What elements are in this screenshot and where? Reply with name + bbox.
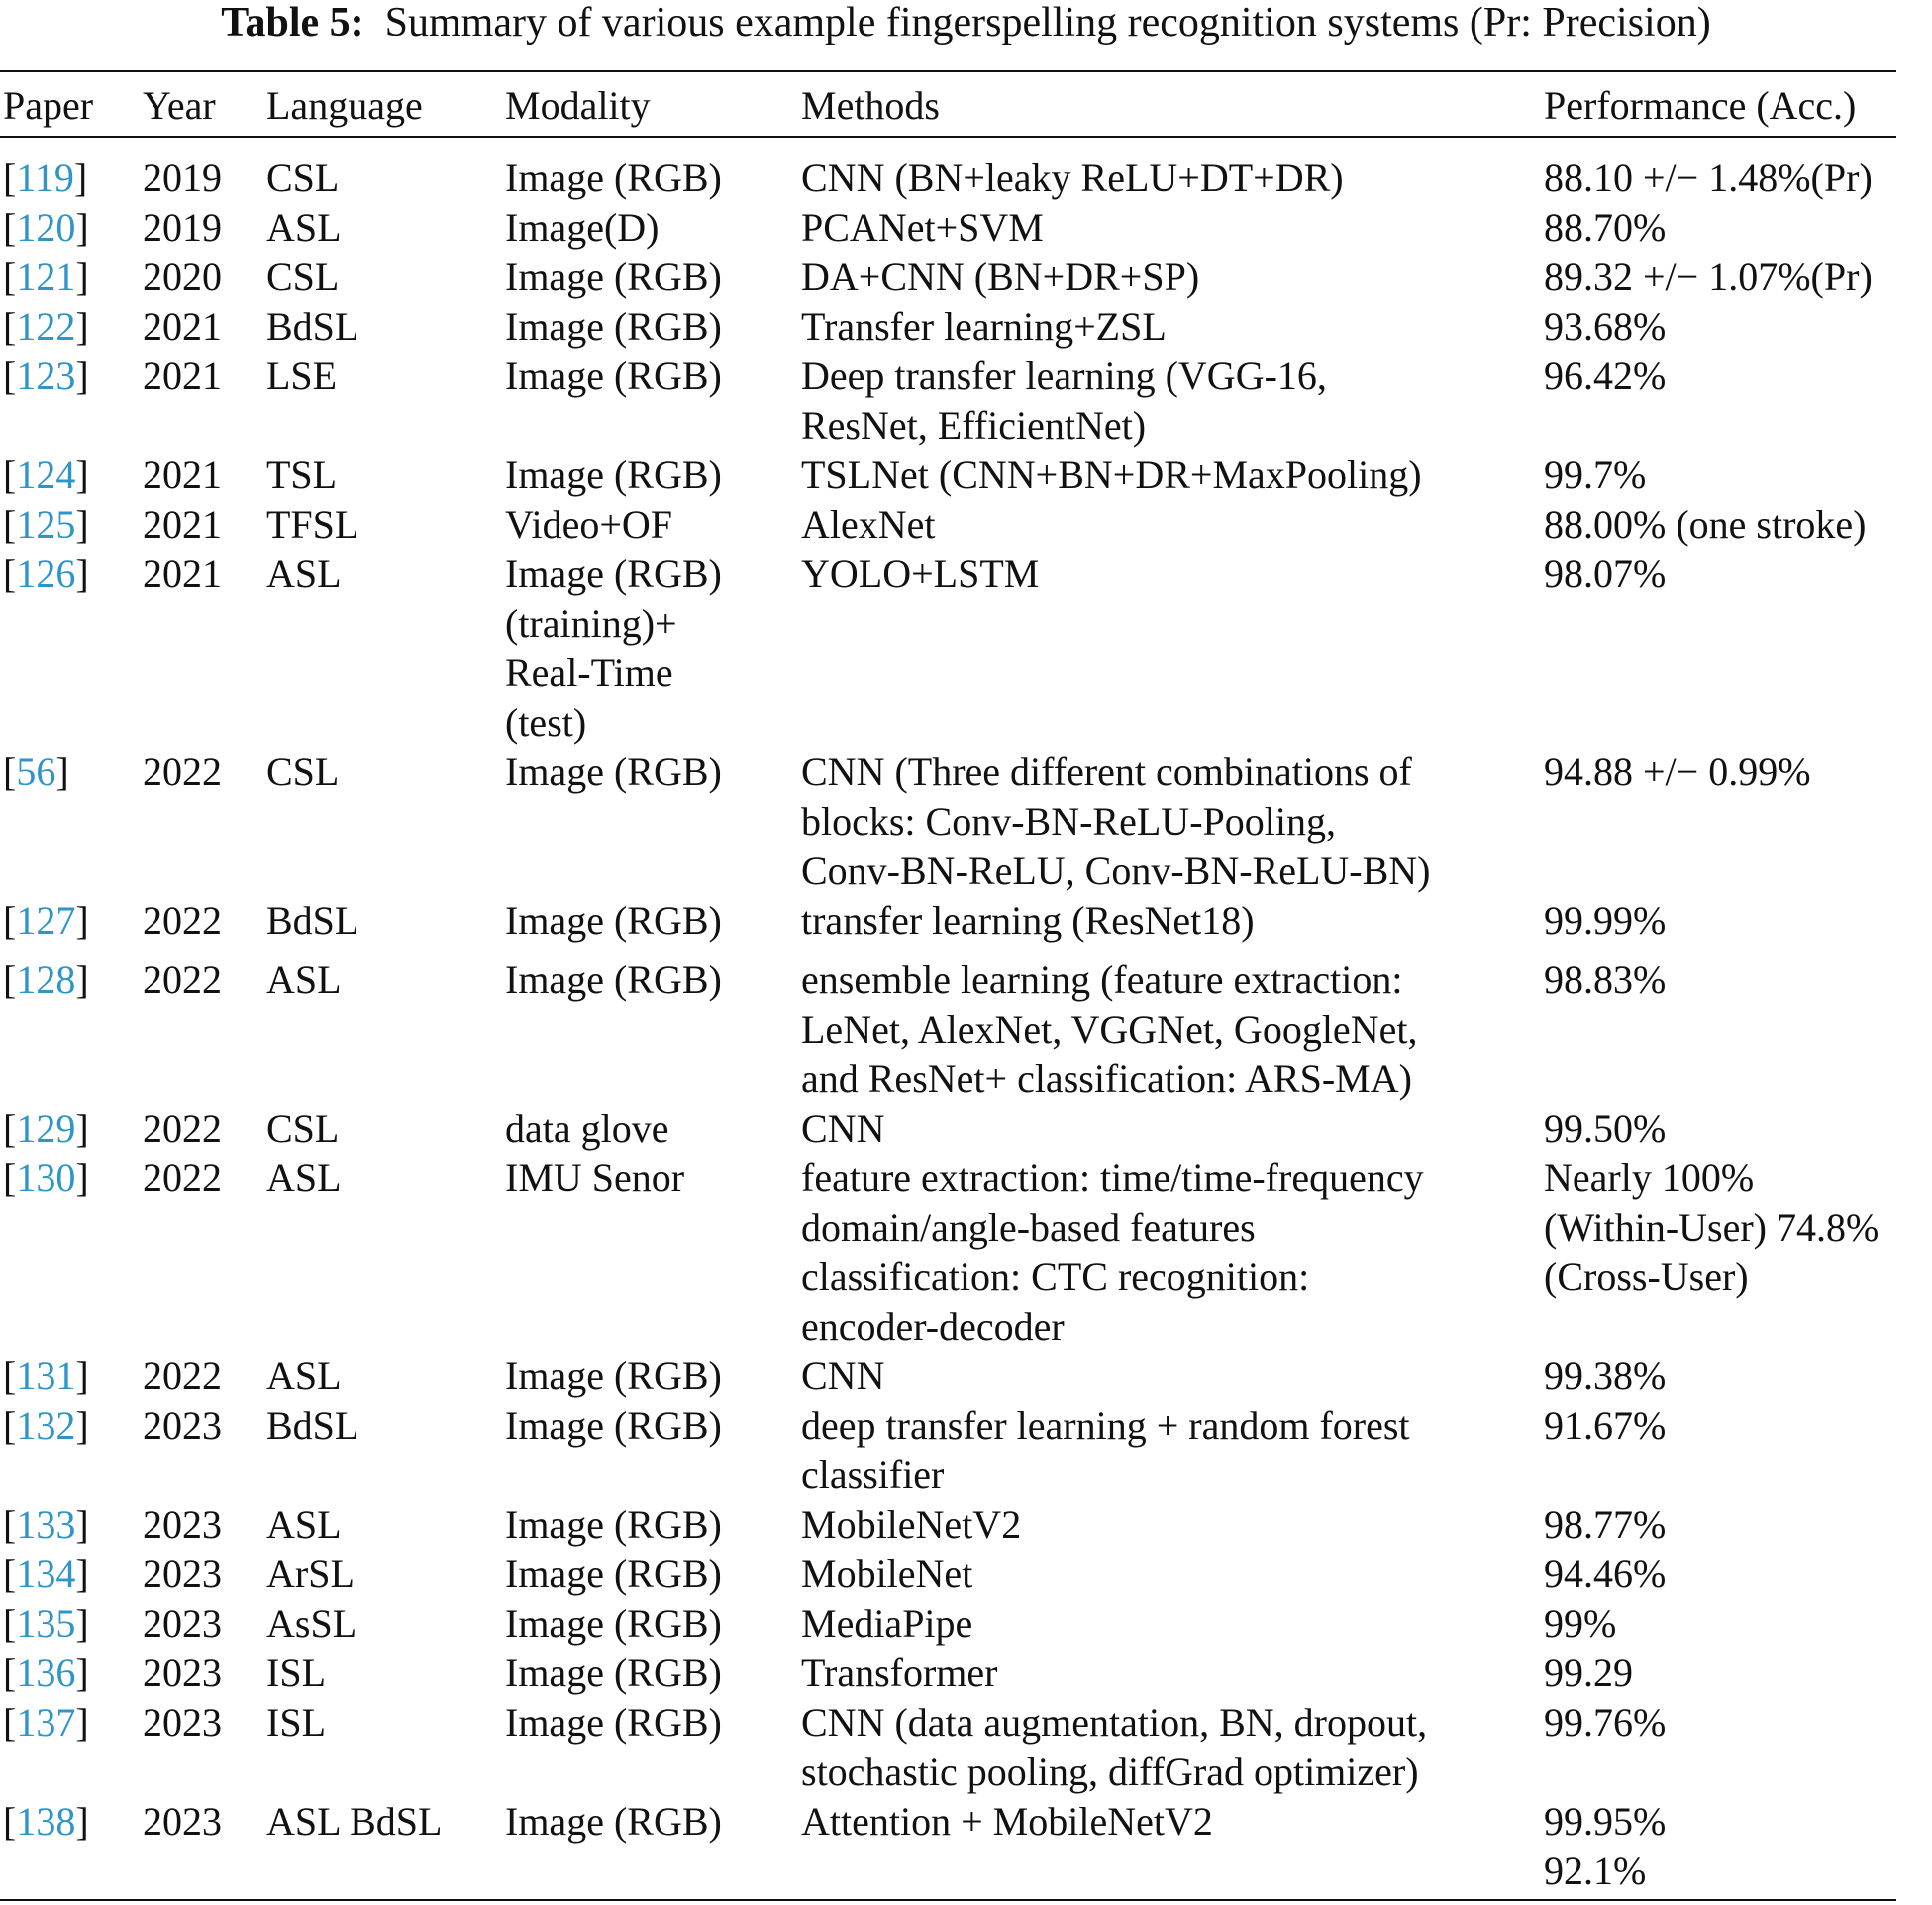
header-year: Year	[143, 83, 216, 128]
top-rule	[0, 70, 1896, 72]
citation-link[interactable]: 120	[16, 205, 76, 250]
performance-cell: 89.32 +/− 1.07%(Pr)	[1544, 254, 1873, 299]
citation-link[interactable]: 130	[16, 1155, 76, 1200]
modality-cell: Image (RGB)	[505, 1502, 722, 1547]
year-cell: 2023	[143, 1700, 222, 1745]
modality-cell: Image (RGB)	[505, 957, 722, 1002]
modality-cell: Image (RGB)	[505, 353, 722, 398]
bottom-rule	[0, 1899, 1896, 1901]
citation-link[interactable]: 127	[16, 898, 76, 943]
performance-cell: 88.70%	[1544, 205, 1667, 250]
performance-cell: 99.7%	[1544, 452, 1647, 497]
performance-cell: 99.76%	[1544, 1700, 1667, 1745]
modality-cell: Image (RGB)	[505, 1354, 722, 1398]
modality-cell: Image (RGB)	[505, 1651, 722, 1695]
paper-ref: [124]	[3, 452, 89, 497]
performance-cell: 98.77%	[1544, 1502, 1667, 1547]
citation-link[interactable]: 56	[16, 750, 56, 794]
citation-link[interactable]: 121	[16, 254, 76, 299]
citation-link[interactable]: 122	[16, 304, 76, 349]
table-caption	[0, 0, 1932, 51]
performance-cell: 99.50%	[1544, 1106, 1667, 1151]
performance-cell: 94.46%	[1544, 1552, 1667, 1596]
modality-cell: Video+OF	[505, 502, 673, 547]
year-cell: 2023	[143, 1502, 222, 1547]
language-cell: ISL	[266, 1651, 326, 1695]
citation-link[interactable]: 135	[16, 1601, 76, 1646]
year-cell: 2021	[143, 353, 222, 398]
modality-cell: Image (RGB)	[505, 155, 722, 200]
modality-cell: Image (RGB)	[505, 750, 722, 794]
methods-cell: transfer learning (ResNet18)	[801, 898, 1255, 943]
header-language: Language	[266, 83, 423, 128]
year-cell: 2020	[143, 254, 222, 299]
language-cell: BdSL	[266, 1403, 359, 1448]
modality-cell: Image (RGB)	[505, 1799, 722, 1844]
methods-cell: CNN	[801, 1354, 885, 1398]
performance-cell: 99.38%	[1544, 1354, 1667, 1398]
caption-label: Table 5:	[221, 0, 364, 46]
citation-link[interactable]: 136	[16, 1651, 76, 1695]
year-cell: 2021	[143, 452, 222, 497]
methods-cell: feature extraction: time/time-frequency domain/angle-based features classification: CTC recognition: encoder-decoder	[801, 1155, 1424, 1349]
methods-cell: CNN (Three different combinations of blocks: Conv-BN-ReLU-Pooling, Conv-BN-ReLU, Conv-BN-ReLU-BN)	[801, 750, 1431, 893]
performance-cell: 99.29	[1544, 1651, 1633, 1695]
paper-ref: [127]	[3, 898, 89, 943]
methods-cell: PCANet+SVM	[801, 205, 1044, 250]
methods-cell: MobileNetV2	[801, 1502, 1022, 1547]
modality-cell: Image (RGB)	[505, 1403, 722, 1448]
modality-cell: Image (RGB)	[505, 254, 722, 299]
methods-cell: MobileNet	[801, 1552, 973, 1596]
year-cell: 2022	[143, 750, 222, 794]
language-cell: CSL	[266, 1106, 340, 1151]
header-rule	[0, 136, 1896, 138]
citation-link[interactable]: 129	[16, 1106, 76, 1151]
citation-link[interactable]: 137	[16, 1700, 76, 1745]
header-methods: Methods	[801, 83, 940, 128]
language-cell: ASL	[266, 1502, 342, 1547]
year-cell: 2019	[143, 155, 222, 200]
language-cell: ASL	[266, 205, 342, 250]
paper-ref: [128]	[3, 957, 89, 1002]
performance-cell: Nearly 100% (Within-User) 74.8% (Cross-User)	[1544, 1155, 1880, 1299]
language-cell: CSL	[266, 750, 340, 794]
performance-cell: 99.95% 92.1%	[1544, 1799, 1667, 1893]
methods-cell: TSLNet (CNN+BN+DR+MaxPooling)	[801, 452, 1422, 497]
performance-cell: 94.88 +/− 0.99%	[1544, 750, 1811, 794]
paper-ref: [137]	[3, 1700, 89, 1745]
paper-ref: [120]	[3, 205, 89, 250]
performance-cell: 99%	[1544, 1601, 1617, 1646]
year-cell: 2021	[143, 551, 222, 596]
performance-cell: 88.10 +/− 1.48%(Pr)	[1544, 155, 1873, 200]
performance-cell: 98.07%	[1544, 551, 1667, 596]
caption-text: Summary of various example fingerspelling recognition systems (Pr: Precision)	[384, 0, 1711, 46]
year-cell: 2023	[143, 1651, 222, 1695]
performance-cell: 93.68%	[1544, 304, 1667, 349]
citation-link[interactable]: 134	[16, 1552, 76, 1596]
language-cell: TSL	[266, 452, 338, 497]
modality-cell: Image (RGB)	[505, 898, 722, 943]
modality-cell: Image (RGB)	[505, 1552, 722, 1596]
methods-cell: AlexNet	[801, 502, 936, 547]
citation-link[interactable]: 119	[16, 155, 74, 200]
methods-cell: CNN	[801, 1106, 885, 1151]
year-cell: 2022	[143, 1155, 222, 1200]
paper-ref: [138]	[3, 1799, 89, 1844]
language-cell: ASL	[266, 957, 342, 1002]
year-cell: 2019	[143, 205, 222, 250]
year-cell: 2021	[143, 304, 222, 349]
year-cell: 2023	[143, 1601, 222, 1646]
paper-ref: [132]	[3, 1403, 89, 1448]
citation-link[interactable]: 133	[16, 1502, 76, 1547]
paper-ref: [126]	[3, 551, 89, 596]
paper-ref: [131]	[3, 1354, 89, 1398]
methods-cell: Transformer	[801, 1651, 998, 1695]
year-cell: 2021	[143, 502, 222, 547]
modality-cell: IMU Senor	[505, 1155, 685, 1200]
year-cell: 2022	[143, 957, 222, 1002]
methods-cell: CNN (BN+leaky ReLU+DT+DR)	[801, 155, 1344, 200]
language-cell: AsSL	[266, 1601, 357, 1646]
methods-cell: DA+CNN (BN+DR+SP)	[801, 254, 1200, 299]
language-cell: CSL	[266, 254, 340, 299]
year-cell: 2022	[143, 898, 222, 943]
language-cell: ArSL	[266, 1552, 355, 1596]
paper-ref: [133]	[3, 1502, 89, 1547]
year-cell: 2022	[143, 1106, 222, 1151]
performance-cell: 96.42%	[1544, 353, 1667, 398]
language-cell: ASL BdSL	[266, 1799, 443, 1844]
methods-cell: CNN (data augmentation, BN, dropout, stochastic pooling, diffGrad optimizer)	[801, 1700, 1428, 1794]
citation-link[interactable]: 124	[16, 452, 76, 497]
modality-cell: Image (RGB)	[505, 1601, 722, 1646]
performance-cell: 88.00% (one stroke)	[1544, 502, 1867, 547]
language-cell: LSE	[266, 353, 338, 398]
citation-link[interactable]: 128	[16, 957, 76, 1002]
methods-cell: Transfer learning+ZSL	[801, 304, 1167, 349]
paper-ref: [121]	[3, 254, 89, 299]
year-cell: 2022	[143, 1354, 222, 1398]
paper-ref: [135]	[3, 1601, 89, 1646]
citation-link[interactable]: 123	[16, 353, 76, 398]
paper-ref: [122]	[3, 304, 89, 349]
language-cell: BdSL	[266, 898, 359, 943]
modality-cell: Image (RGB)	[505, 304, 722, 349]
paper-ref: [136]	[3, 1651, 89, 1695]
performance-cell: 91.67%	[1544, 1403, 1667, 1448]
methods-cell: ensemble learning (feature extraction: LeNet, AlexNet, VGGNet, GoogleNet, and ResNet+ classification: ARS-MA)	[801, 957, 1418, 1101]
language-cell: ASL	[266, 1354, 342, 1398]
year-cell: 2023	[143, 1403, 222, 1448]
paper-ref: [129]	[3, 1106, 89, 1151]
paper-ref: [123]	[3, 353, 89, 398]
citation-link[interactable]: 138	[16, 1799, 76, 1844]
citation-link[interactable]: 125	[16, 502, 76, 547]
language-cell: ISL	[266, 1700, 326, 1745]
citation-link[interactable]: 126	[16, 551, 76, 596]
paper-ref: [119]	[3, 155, 88, 200]
methods-cell: Attention + MobileNetV2	[801, 1799, 1213, 1844]
modality-cell: Image (RGB) (training)+ Real-Time (test)	[505, 551, 722, 745]
header-modality: Modality	[505, 83, 651, 128]
language-cell: ASL	[266, 551, 342, 596]
performance-cell: 99.99%	[1544, 898, 1667, 943]
modality-cell: Image(D)	[505, 205, 660, 250]
citation-link[interactable]: 132	[16, 1403, 76, 1448]
paper-ref: [130]	[3, 1155, 89, 1200]
language-cell: ASL	[266, 1155, 342, 1200]
header-performance: Performance (Acc.)	[1544, 83, 1857, 128]
methods-cell: YOLO+LSTM	[801, 551, 1040, 596]
modality-cell: data glove	[505, 1106, 669, 1151]
year-cell: 2023	[143, 1799, 222, 1844]
language-cell: TFSL	[266, 502, 359, 547]
modality-cell: Image (RGB)	[505, 452, 722, 497]
paper-ref: [125]	[3, 502, 89, 547]
year-cell: 2023	[143, 1552, 222, 1596]
modality-cell: Image (RGB)	[505, 1700, 722, 1745]
methods-cell: MediaPipe	[801, 1601, 973, 1646]
citation-link[interactable]: 131	[16, 1354, 76, 1398]
header-paper: Paper	[3, 83, 94, 128]
methods-cell: deep transfer learning + random forest classifier	[801, 1403, 1410, 1497]
language-cell: BdSL	[266, 304, 359, 349]
performance-cell: 98.83%	[1544, 957, 1667, 1002]
methods-cell: Deep transfer learning (VGG-16, ResNet, EfficientNet)	[801, 353, 1327, 448]
paper-ref: [56]	[3, 750, 69, 794]
paper-ref: [134]	[3, 1552, 89, 1596]
language-cell: CSL	[266, 155, 340, 200]
